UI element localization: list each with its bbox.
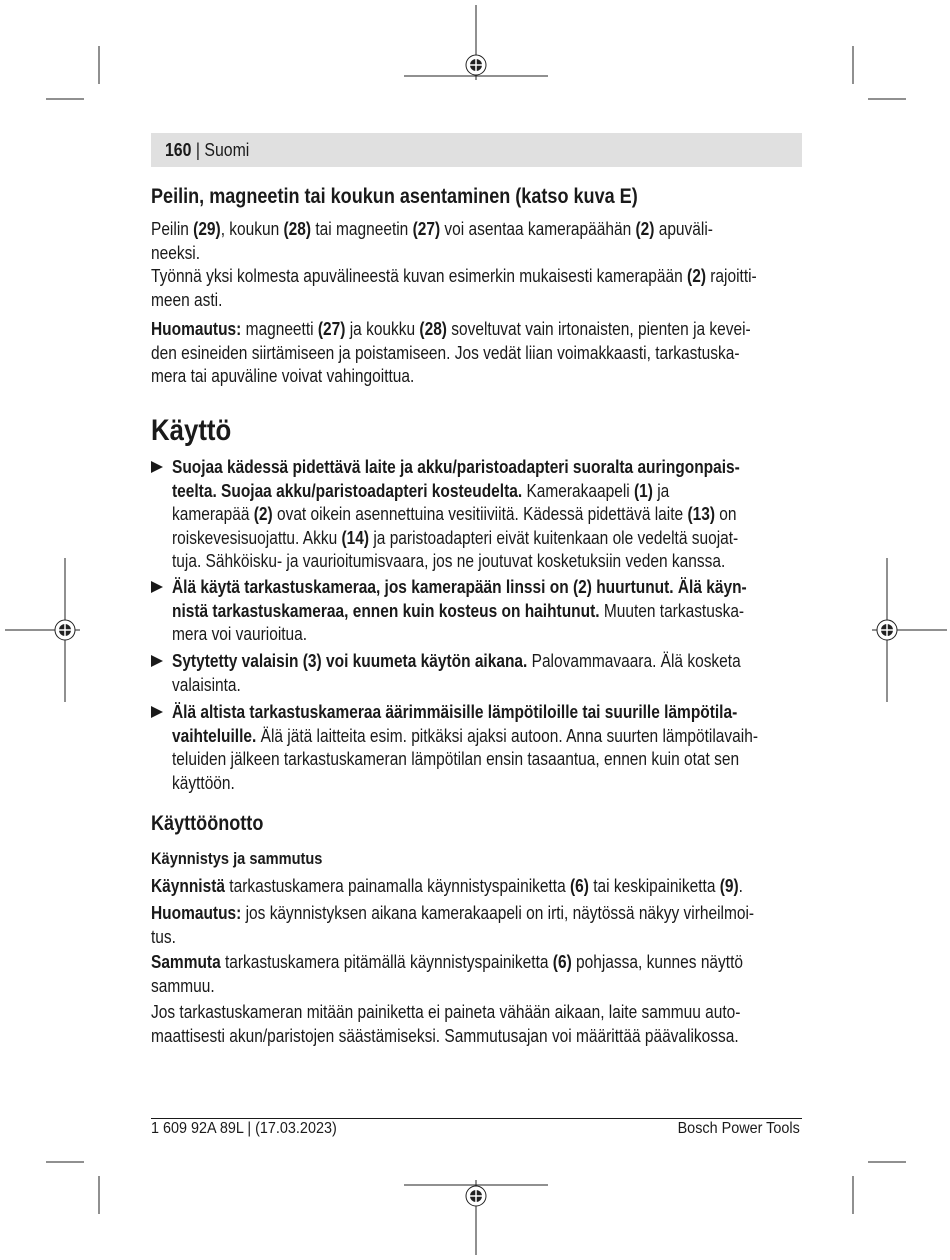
bullet-triangle-icon [151, 461, 163, 473]
bold-text: (2) [687, 266, 706, 286]
bold-text: (13) [687, 504, 715, 524]
header-language: Suomi [204, 140, 250, 160]
bold-text: (6) [552, 952, 572, 972]
bullet-triangle-icon [151, 706, 163, 718]
text: Palovammavaara. Älä kosketa [527, 651, 741, 671]
text: Älä jätä laitteita esim. pitkäksi ajaksi autoon. Anna suurten lämpötilavaih- [256, 725, 758, 746]
text-line [172, 550, 725, 572]
text: pohjassa, kunnes näyttö [571, 952, 743, 972]
text-line [172, 623, 307, 645]
text: tuja. Sähköisku- ja vaurioitumisvaara, jos ne joutuvat kosketuksiin veden kanssa. [172, 551, 726, 571]
text: meen asti. [151, 289, 223, 310]
text: apuväli- [654, 219, 713, 239]
bold-text: (9) [719, 876, 739, 896]
bold-text: Huomautus: [151, 319, 242, 339]
text: tai magneetin [311, 219, 413, 239]
bold-text: Peilin, magneetin tai koukun asentaminen (katso kuva E) [151, 185, 638, 208]
text: tus. [151, 926, 176, 947]
text: kamerapää [172, 504, 254, 524]
bold-text: (6) [570, 876, 589, 896]
text: Peilin [151, 219, 194, 239]
text: neeksi. [151, 242, 201, 263]
text: den esineiden siirtämiseen ja poistamiseen. Jos vedät liian voimakkaasti, tarkastuska- [151, 342, 740, 363]
text: tarkastuskamera pitämällä käynnistyspainiketta [220, 952, 553, 972]
bold-text: Suojaa kädessä pidettävä laite ja akku/paristoadapteri suoralta auringonpais- [172, 457, 740, 477]
heading [151, 848, 322, 870]
text: voi asentaa kamerapäähän [440, 219, 636, 239]
text: mera tai apuväline voivat vahingoittua. [151, 366, 415, 386]
bold-text: (27) [412, 219, 441, 239]
text-line [151, 926, 176, 948]
text: on [714, 504, 737, 524]
bold-text: Älä käytä tarkastuskameraa, jos kamerapään linssi on (2) huurtunut. Älä käyn- [172, 577, 747, 597]
bold-text: Sytytetty valaisin (3) voi kuumeta käytön aikana. [172, 651, 528, 671]
text-line [151, 975, 215, 997]
text-line [151, 265, 757, 287]
text: mera voi vaurioitua. [172, 624, 308, 644]
heading [151, 813, 263, 835]
page-header [151, 133, 802, 167]
text: ovat oikein asennettuina vesitiiviitä. Kädessä pidettävä laite [272, 504, 688, 524]
text-line [172, 725, 758, 747]
bold-text: (2) [253, 504, 273, 524]
text-line [151, 951, 743, 973]
bold-text: Älä altista tarkastuskameraa äärimmäisille lämpötiloille tai suurille lämpötila- [172, 702, 738, 722]
text: roiskevesisuojattu. Akku [172, 527, 342, 548]
bold-text: (28) [283, 219, 312, 239]
heading [151, 186, 638, 208]
text: valaisinta. [172, 674, 241, 695]
text: . [738, 876, 743, 896]
text-line [151, 875, 743, 897]
text: Muuten tarkastuska- [599, 600, 745, 621]
bold-text: vaihteluille. [172, 725, 257, 746]
text-line [172, 650, 741, 672]
text-line [172, 456, 740, 478]
bold-text: (1) [634, 480, 653, 501]
text: ja paristoadapteri eivät kuitenkaan ole vedeltä suojat- [369, 527, 739, 548]
text: soveltuvat vain irtonaisten, pienten ja kevei- [446, 319, 751, 339]
bold-text: teelta. Suojaa akku/paristoadapteri kosteudelta. [172, 480, 523, 501]
text: teluiden jälkeen tarkastuskameran lämpötilan ensin tasaantua, ennen kuin otat sen [172, 749, 740, 769]
text-line [172, 674, 241, 696]
bold-text: Huomautus: [151, 903, 242, 923]
text-line [151, 218, 713, 240]
bold-text: (29) [193, 219, 221, 239]
bullet-triangle-icon [151, 581, 163, 593]
text-line [151, 365, 414, 387]
text-line [151, 1025, 739, 1047]
text: Jos tarkastuskameran mitään painiketta ei paineta vähään aikaan, laite sammuu auto- [151, 1002, 741, 1022]
bold-text: Käynnistä [151, 876, 225, 896]
text-line [172, 701, 737, 723]
text-line [172, 527, 738, 549]
text-line [151, 289, 222, 311]
bold-text: (14) [341, 527, 370, 548]
text-line [172, 576, 747, 598]
text: tai keskipainiketta [588, 876, 720, 896]
bold-text: nistä tarkastuskameraa, ennen kuin kosteus on haihtunut. [172, 600, 600, 621]
bold-text: Käynnistys ja sammutus [151, 849, 323, 868]
footer-rule [151, 1118, 802, 1119]
bold-text: (2) [635, 219, 655, 239]
text: rajoitti- [705, 266, 757, 286]
page-number: 160 [165, 140, 192, 160]
text-line [172, 480, 669, 502]
text-line [172, 772, 235, 794]
text: maattisesti akun/paristojen säästämiseksi. Sammutusajan voi määrittää päävalikossa. [151, 1025, 739, 1046]
footer-doc-id: 1 609 92A 89L | (17.03.2023) [151, 1120, 337, 1137]
text: jos käynnistyksen aikana kamerakaapeli on irti, näytössä näkyy virheilmoi- [241, 903, 755, 923]
text-line [172, 503, 737, 525]
bold-text: Sammuta [151, 952, 221, 972]
text: Kamerakaapeli [522, 480, 635, 501]
bold-text: (27) [317, 319, 346, 339]
text-line [151, 1001, 740, 1023]
text: ja koukku [345, 319, 420, 339]
bold-text: (28) [419, 319, 447, 339]
text-line [151, 242, 200, 264]
bold-text: Käyttöönotto [151, 812, 264, 835]
bold-text: Käyttö [151, 414, 232, 447]
text-line [151, 342, 740, 364]
text-line [151, 902, 754, 924]
text: , koukun [220, 219, 284, 239]
text: ja [652, 480, 670, 501]
text: tarkastuskamera painamalla käynnistyspainiketta [224, 876, 571, 896]
bullet-triangle-icon [151, 655, 163, 667]
text-line [172, 748, 739, 770]
header-separator: | [195, 140, 200, 160]
text-line [151, 318, 751, 340]
text-line [172, 600, 744, 622]
text: Työnnä yksi kolmesta apuvälineestä kuvan esimerkin mukaisesti kamerapään [151, 266, 688, 286]
heading [151, 414, 231, 448]
text: magneetti [241, 319, 318, 339]
text: käyttöön. [172, 772, 235, 793]
footer-brand: Bosch Power Tools [677, 1120, 800, 1137]
text: sammuu. [151, 975, 215, 996]
